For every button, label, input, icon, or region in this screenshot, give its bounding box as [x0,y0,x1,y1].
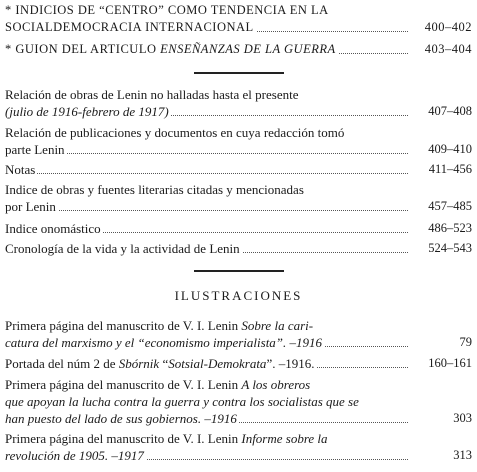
toc-entry-cronologia [5,240,472,257]
entry-text-italic: Informe sobre la [241,431,328,446]
toc-entry-ill-portada [5,355,472,372]
toc-entry-guion [5,41,472,58]
toc-entry-publicaciones [5,124,472,158]
entry-text: parte Lenin [5,142,65,157]
toc-entry-ill-caricatura [5,317,472,351]
page-range: 407–408 [425,103,472,120]
page-range: 400–402 [422,19,472,36]
entry-text: Primera página del manuscrito de V. I. Lenin Sobre la cari- [5,318,314,333]
entry-text-italic: Sotsial-Demokrata [168,356,267,371]
illustrations-heading: ILUSTRACIONES [174,288,303,303]
toc-entry-indice-obras [5,181,472,215]
section-divider [194,270,284,272]
entry-text: revolución de 1905. –1917 [5,448,144,463]
page-range: 79 [457,334,473,351]
entry-text: SOCIALDEMOCRACIA INTERNACIONAL [5,20,254,34]
toc-entry-notas [5,161,472,178]
entry-text: (julio de 1916-febrero de 1917) [5,104,169,119]
entry-text: Portada del núm 2 de Sbórnik “Sotsial-Demokrata”. –1916. [5,356,315,371]
entry-text-italic: ENSEÑANZAS DE LA GUERRA [160,42,336,56]
page-range: 403–404 [422,41,472,58]
entry-text: Relación de obras de Lenin no halladas hasta el presente [5,87,299,102]
entry-text: * GUION DEL ARTICULO ENSEÑANZAS DE LA GUERRA [5,42,336,56]
toc-entry-ill-obreros [5,376,472,427]
entry-text: han puesto del lado de sus gobiernos. –1916 [5,411,237,426]
entry-text: Relación de publicaciones y documentos en cuya redacción tomó [5,125,345,140]
toc-entry-obras-no-halladas [5,86,472,120]
page-range: 457–485 [425,198,472,215]
page-range: 411–456 [426,161,472,178]
toc-entry-ill-informe [5,430,472,464]
page-range: 486–523 [425,220,472,237]
entry-text-italic: Sobre la cari- [241,318,314,333]
entry-text: Primera página del manuscrito de V. I. Lenin Informe sobre la [5,431,328,446]
entry-text: Notas [5,162,36,177]
page-range: 524–543 [425,240,472,257]
entry-text: Cronología de la vida y la actividad de Lenin [5,241,240,256]
toc-entry-indice-onomastico [5,220,472,237]
page-range: 303 [450,410,472,427]
entry-text: catura del marxismo y el “economismo imperialista”. –1916 [5,335,323,350]
entry-text: * INDICIOS DE “CENTRO” COMO TENDENCIA EN LA [5,3,329,17]
entry-text: Indice onomástico [5,221,101,236]
page-range: 409–410 [425,141,472,158]
entry-text: que apoyan la lucha contra la guerra y contra los socialistas que se [5,394,359,409]
page-range: 313 [450,447,472,464]
page-range: 160–161 [425,355,472,372]
entry-text: Primera página del manuscrito de V. I. Lenin A los obreros [5,377,311,392]
entry-text-italic: Sbórnik [118,356,160,371]
toc-entry-indicios [5,2,472,36]
entry-text-italic: A los obreros [241,377,311,392]
section-divider [194,72,284,74]
entry-text: Indice de obras y fuentes literarias citadas y mencionadas [5,182,304,197]
entry-text: por Lenin [5,199,56,214]
